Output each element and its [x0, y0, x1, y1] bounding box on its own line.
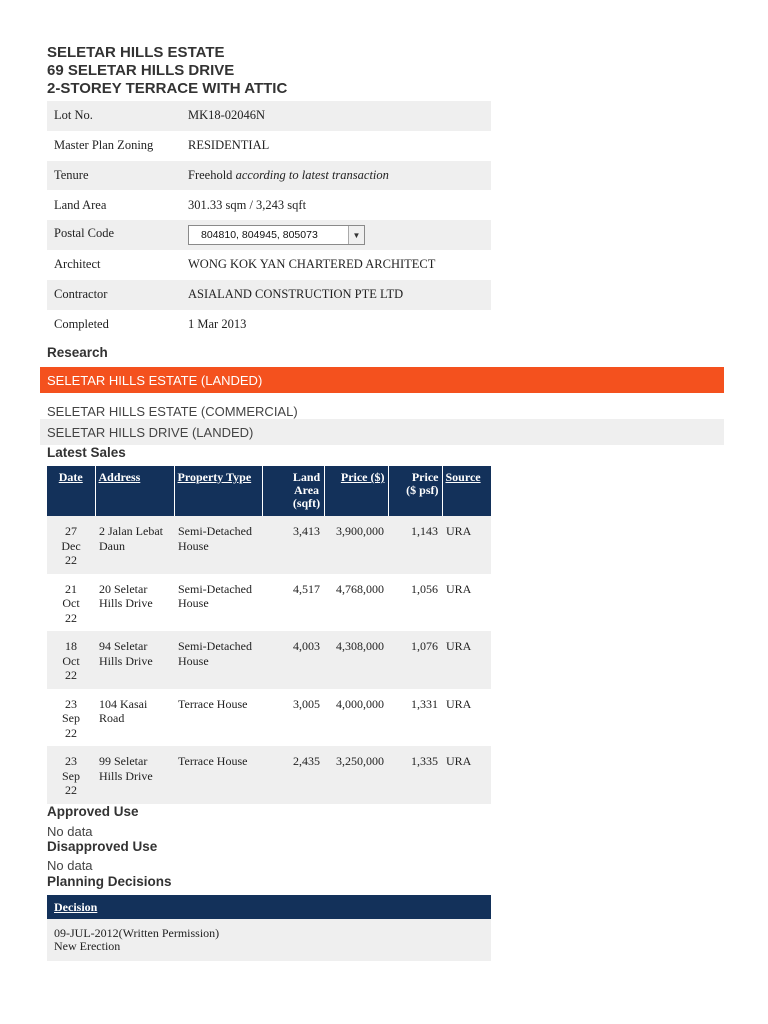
sale-land-area: 2,435	[262, 746, 324, 804]
table-row	[47, 516, 491, 574]
approved-use-value: No data	[47, 824, 93, 839]
postal-code-select[interactable]	[188, 225, 365, 245]
date-month: Sep	[62, 768, 80, 783]
tenure-value	[181, 161, 491, 191]
research-link-commercial[interactable]: SELETAR HILLS ESTATE (COMMERCIAL)	[40, 398, 724, 424]
completed-value: 1 Mar 2013	[188, 316, 247, 331]
sale-land-area: 4,003	[262, 631, 324, 689]
info-label: Land Area	[54, 197, 107, 212]
disapproved-use-value: No data	[47, 858, 93, 873]
contractor-value: ASIALAND CONSTRUCTION PTE LTD	[181, 280, 491, 310]
sale-property-type: Terrace House	[174, 746, 262, 804]
postal-code-cell	[181, 220, 491, 250]
sale-land-area: 3,005	[293, 696, 320, 711]
col-price-psf[interactable]	[388, 466, 442, 516]
sales-header-row	[47, 466, 491, 516]
research-link-drive-landed[interactable]: SELETAR HILLS DRIVE (LANDED)	[40, 419, 724, 445]
sale-price-psf: 1,076	[388, 631, 442, 689]
sale-address: 20 Seletar Hills Drive	[99, 581, 153, 610]
sale-address: 104 Kasai Road	[99, 696, 148, 725]
sale-property-type: Terrace House	[178, 696, 248, 711]
col-source[interactable]: Source	[442, 466, 491, 516]
sale-source: URA	[442, 516, 491, 574]
approved-use-heading: Approved Use	[47, 804, 139, 819]
date-year: 22	[65, 553, 77, 567]
date-month: Dec	[61, 538, 81, 553]
date-month: Oct	[62, 653, 80, 668]
table-row	[47, 574, 491, 632]
planning-decisions-table	[47, 895, 491, 961]
research-link-landed[interactable]: SELETAR HILLS ESTATE (LANDED)	[40, 367, 724, 393]
info-label: Master Plan Zoning	[54, 138, 154, 153]
info-row-zoning	[47, 131, 491, 161]
decision-entry	[47, 919, 491, 961]
sale-date	[47, 516, 95, 574]
latest-sales-heading: Latest Sales	[47, 445, 126, 460]
info-label: Postal Code	[47, 220, 181, 250]
info-label: Contractor	[47, 280, 181, 310]
land-area-value: 301.33 sqm / 3,243 sqft	[188, 197, 307, 212]
info-label: Lot No.	[47, 101, 181, 131]
table-row	[47, 919, 491, 961]
date-day: 18	[65, 639, 77, 653]
zoning-value: RESIDENTIAL	[188, 138, 270, 153]
date-year: 22	[65, 610, 77, 625]
sale-property-type: Semi-Detached House	[178, 581, 252, 610]
sale-source: URA	[446, 696, 472, 711]
info-row-completed	[47, 310, 491, 340]
col-address[interactable]: Address	[95, 466, 174, 516]
property-type-title: 2-STOREY TERRACE WITH ATTIC	[47, 80, 288, 97]
decision-description: New Erection	[54, 939, 121, 953]
col-land-area-label: Land Area (sqft)	[292, 470, 321, 510]
info-label: Tenure	[47, 161, 181, 191]
sale-land-area: 4,517	[293, 581, 320, 596]
sale-price-psf: 1,335	[388, 746, 442, 804]
sale-property-type: Semi-Detached House	[174, 631, 262, 689]
col-property-type[interactable]: Property Type	[174, 466, 262, 516]
sale-price-psf: 1,143	[388, 516, 442, 574]
col-price-psf-label: Price ($ psf)	[406, 470, 439, 497]
sale-price-psf: 1,331	[411, 696, 438, 711]
tenure-type: Freehold	[188, 167, 233, 182]
sale-source: URA	[442, 631, 491, 689]
sale-price: 4,308,000	[324, 631, 388, 689]
architect-value: WONG KOK YAN CHARTERED ARCHITECT	[188, 257, 436, 272]
disapproved-use-heading: Disapproved Use	[47, 839, 158, 854]
sale-source: URA	[442, 746, 491, 804]
dropdown-arrow-icon[interactable]: ▼	[348, 226, 364, 244]
sale-price: 3,250,000	[324, 746, 388, 804]
sale-date	[47, 746, 95, 804]
date-day: 23	[65, 754, 77, 768]
property-address: 69 SELETAR HILLS DRIVE	[47, 62, 235, 79]
tenure-note: according to latest transaction	[235, 167, 389, 182]
date-year: 22	[65, 783, 77, 797]
col-land-area[interactable]	[262, 466, 324, 516]
date-day: 21	[65, 581, 77, 596]
info-label: Completed	[54, 316, 109, 331]
sale-source: URA	[446, 581, 472, 596]
info-row-contractor	[47, 280, 491, 310]
sale-property-type: Semi-Detached House	[174, 516, 262, 574]
sale-address: 94 Seletar Hills Drive	[95, 631, 174, 689]
property-info-table	[47, 101, 491, 339]
date-month: Sep	[62, 711, 80, 725]
sale-date	[47, 631, 95, 689]
sale-address: 2 Jalan Lebat Daun	[95, 516, 174, 574]
sale-address: 99 Seletar Hills Drive	[95, 746, 174, 804]
sale-price-psf: 1,056	[411, 581, 438, 596]
sale-price: 4,768,000	[336, 581, 384, 596]
lot-number: MK18-02046N	[181, 101, 491, 131]
sale-land-area: 3,413	[262, 516, 324, 574]
estate-name: SELETAR HILLS ESTATE	[47, 44, 225, 61]
info-row-architect	[47, 250, 491, 280]
decision-date-type: 09-JUL-2012(Written Permission)	[54, 926, 220, 940]
table-row	[47, 689, 491, 747]
info-row-lot	[47, 101, 491, 131]
date-year: 22	[65, 725, 77, 740]
planning-decisions-heading: Planning Decisions	[47, 874, 172, 889]
info-row-land-area	[47, 190, 491, 220]
info-label: Architect	[54, 257, 101, 272]
col-price[interactable]: Price ($)	[324, 466, 388, 516]
col-date[interactable]: Date	[47, 466, 95, 516]
info-row-tenure	[47, 161, 491, 191]
table-row	[47, 631, 491, 689]
research-heading: Research	[47, 345, 108, 360]
date-year: 22	[65, 668, 77, 682]
date-day: 27	[65, 524, 77, 538]
sale-price: 4,000,000	[336, 696, 384, 711]
sale-price: 3,900,000	[324, 516, 388, 574]
latest-sales-table	[47, 466, 491, 804]
info-row-postal	[47, 220, 491, 250]
property-title	[47, 44, 287, 98]
date-day: 23	[65, 696, 77, 711]
postal-code-selected: 804810, 804945, 805073	[201, 229, 318, 242]
col-decision[interactable]: Decision	[47, 895, 491, 919]
sale-date	[47, 574, 95, 632]
date-month: Oct	[62, 596, 80, 610]
table-row	[47, 746, 491, 804]
decision-header-row	[47, 895, 491, 919]
sale-date	[47, 689, 95, 747]
